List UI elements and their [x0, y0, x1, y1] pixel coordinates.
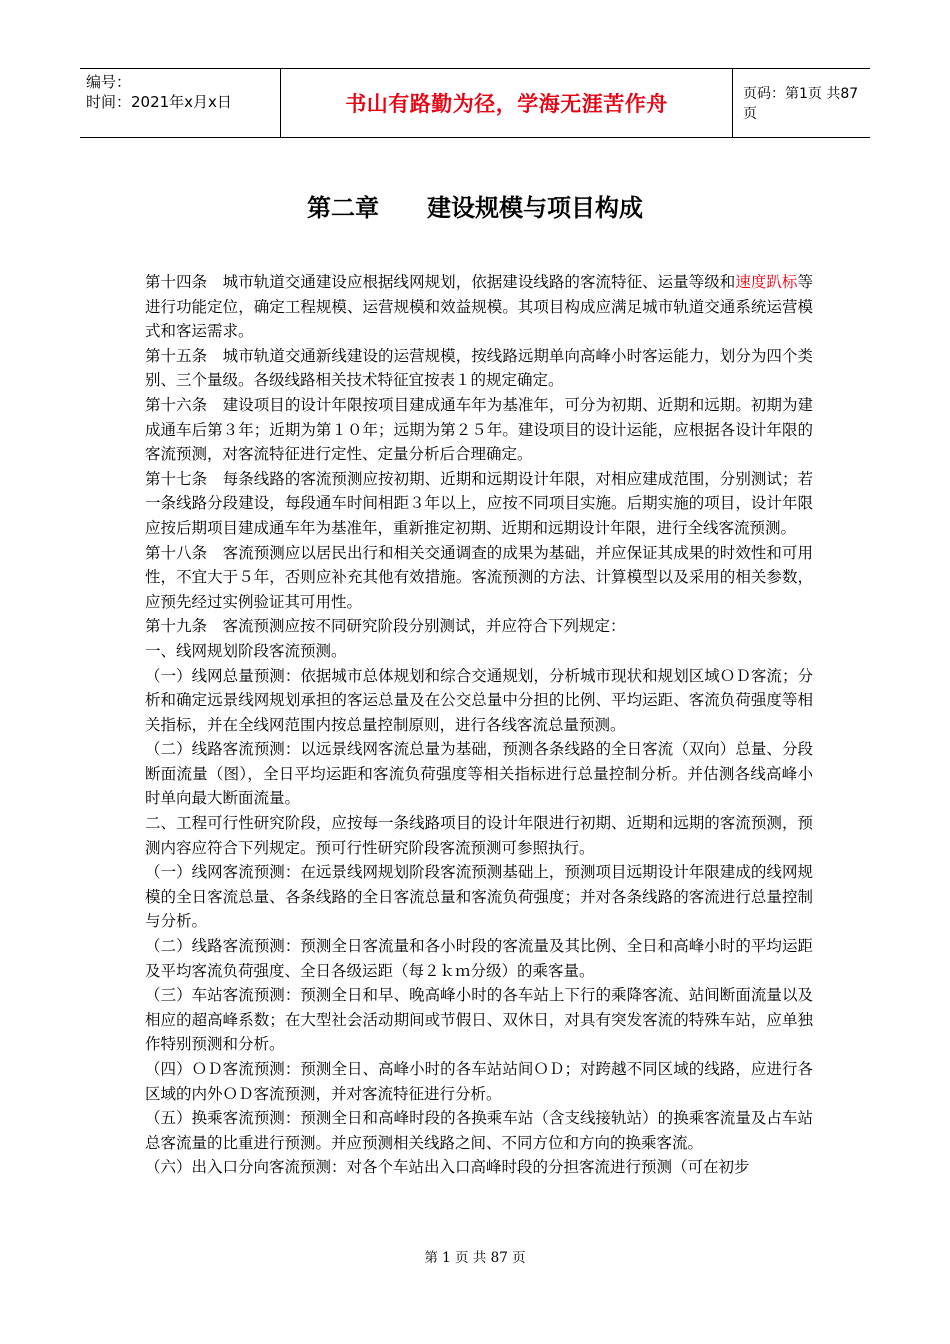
- header-page-code: [733, 69, 870, 137]
- paragraph-text: （六）出入口分向客流预测：对各个车站出入口高峰时段的分担客流进行预测（可在初步: [145, 1158, 750, 1177]
- paragraph: [145, 737, 813, 811]
- page-code-text: 页码：第1页 共87页: [743, 86, 859, 122]
- paragraph-text: 第十四条 城市轨道交通建设应根据线网规划，依据建设线路的客流特征、运量等级和: [145, 273, 736, 291]
- paragraph-text: （二）线路客流预测：预测全日客流量和各小时段的客流量及其比例、全日和高峰小时的平均运距及平均客流负荷强度、全日各级运距（每２ｋｍ分级）的乘客量。: [145, 937, 813, 980]
- paragraph: [145, 1155, 813, 1180]
- paragraph-text: （二）线路客流预测：以远景线网客流总量为基础，预测各条线路的全日客流（双向）总量、分段断面流量（图），全日平均运距和客流负荷强度等相关指标进行总量控制分析。并估测各线高峰小时单向最大断面流量。: [145, 740, 813, 808]
- paragraph-text: 第十五条 城市轨道交通新线建设的运营规模，按线路远期单向高峰小时客运能力，划分为四个类别、三个量级。各级线路相关技术特征宜按表１的规定确定。: [145, 346, 813, 390]
- paragraph: [145, 1057, 813, 1106]
- paragraph-text: （一）线网总量预测：依据城市总体规划和综合交通规划，分析城市现状和规划区域ＯＤ客流；分析和确定远景线网规划承担的客运总量及在公交总量中分担的比例、平均运距、客流负荷强度等相关指标，并在全线网范围内按总量控制原则，进行各线客流总量预测。: [145, 666, 813, 734]
- paragraph: [145, 270, 813, 344]
- paragraph-text: 第十九条 客流预测应按不同研究阶段分别测试，并应符合下列规定：: [145, 617, 626, 636]
- paragraph-text: （四）ＯＤ客流预测：预测全日、高峰小时的各车站站间ＯＤ；对跨越不同区域的线路，应进行各区域的内外ＯＤ客流预测，并对客流特征进行分析。: [145, 1060, 813, 1103]
- paragraph: [145, 467, 813, 541]
- paragraph: [145, 811, 813, 860]
- paragraph: [145, 860, 813, 934]
- paragraph-text: （三）车站客流预测：预测全日和早、晚高峰小时的各车站上下行的乘降客流、站间断面流量以及相应的超高峰系数；在大型社会活动期间或节假日、双休日，对具有突发客流的特殊车站，应单独作特别预测和分析。: [145, 986, 813, 1054]
- paragraph: [145, 639, 813, 664]
- page-footer: 第 1 页 共 87 页: [424, 1250, 526, 1266]
- page-header: [80, 68, 870, 138]
- highlighted-text: 速度趴标: [735, 273, 798, 291]
- paragraph-text: 第十八条 客流预测应以居民出行和相关交通调查的成果为基础，并应保证其成果的时效性和可用性，不宜大于５年，否则应补充其他有效措施。客流预测的方法、计算模型以及采用的相关参数，应预先经过实例验证其可用性。: [145, 543, 813, 611]
- paragraph: [145, 541, 813, 615]
- time-label: 时间：2021年x月x日: [86, 93, 232, 111]
- paragraph-text: 一、线网规划阶段客流预测。: [145, 641, 347, 660]
- paragraph: [145, 614, 813, 639]
- paragraph: [145, 393, 813, 467]
- paragraph: [145, 934, 813, 983]
- number-label: 编号：: [86, 73, 132, 91]
- motto-text: 书山有路勤为径，学海无涯苦作舟: [345, 92, 668, 116]
- paragraph: [145, 664, 813, 738]
- paragraph-text: （五）换乘客流预测：预测全日和高峰时段的各换乘车站（含支线接轨站）的换乘客流量及占车站总客流量的比重进行预测。并应预测相关线路之间、不同方位和方向的换乘客流。: [145, 1109, 813, 1152]
- paragraph-text: 二、工程可行性研究阶段，应按每一条线路项目的设计年限进行初期、近期和远期的客流预测，预测内容应符合下列规定。预可行性研究阶段客流预测可参照执行。: [145, 814, 813, 857]
- header-info: [80, 69, 280, 137]
- paragraph-text: （一）线网客流预测：在远景线网规划阶段客流预测基础上，预测项目远期设计年限建成的线网规模的全日客流总量、各条线路的全日客流总量和客流负荷强度；并对各条线路的客流进行总量控制与分析。: [145, 863, 813, 931]
- paragraph: [145, 1106, 813, 1155]
- document-body: [145, 270, 813, 1180]
- paragraph-text: 等进行功能定位，确定工程规模、运营规模和效益规模。其项目构成应满足城市轨道交通系统运营模式和客运需求。: [145, 273, 813, 341]
- header-motto-cell: [280, 69, 733, 137]
- paragraph: [145, 983, 813, 1057]
- chapter-title: 第二章 建设规模与项目构成: [307, 194, 643, 222]
- paragraph-text: 第十六条 建设项目的设计年限按项目建成通车年为基准年，可分为初期、近期和远期。初期为建成通车后第３年；近期为第１０年；远期为第２５年。建设项目的设计运能，应根据各设计年限的客流预测，对客流特征进行定性、定量分析后合理确定。: [145, 395, 813, 464]
- paragraph: [145, 344, 813, 393]
- paragraph-text: 第十七条 每条线路的客流预测应按初期、近期和远期设计年限，对相应建成范围，分别测试；若一条线路分段建设，每段通车时间相距３年以上，应按不同项目实施。后期实施的项目，设计年限应按后期项目建成通车年为基准年，重新推定初期、近期和远期设计年限，进行全线客流预测。: [145, 469, 813, 537]
